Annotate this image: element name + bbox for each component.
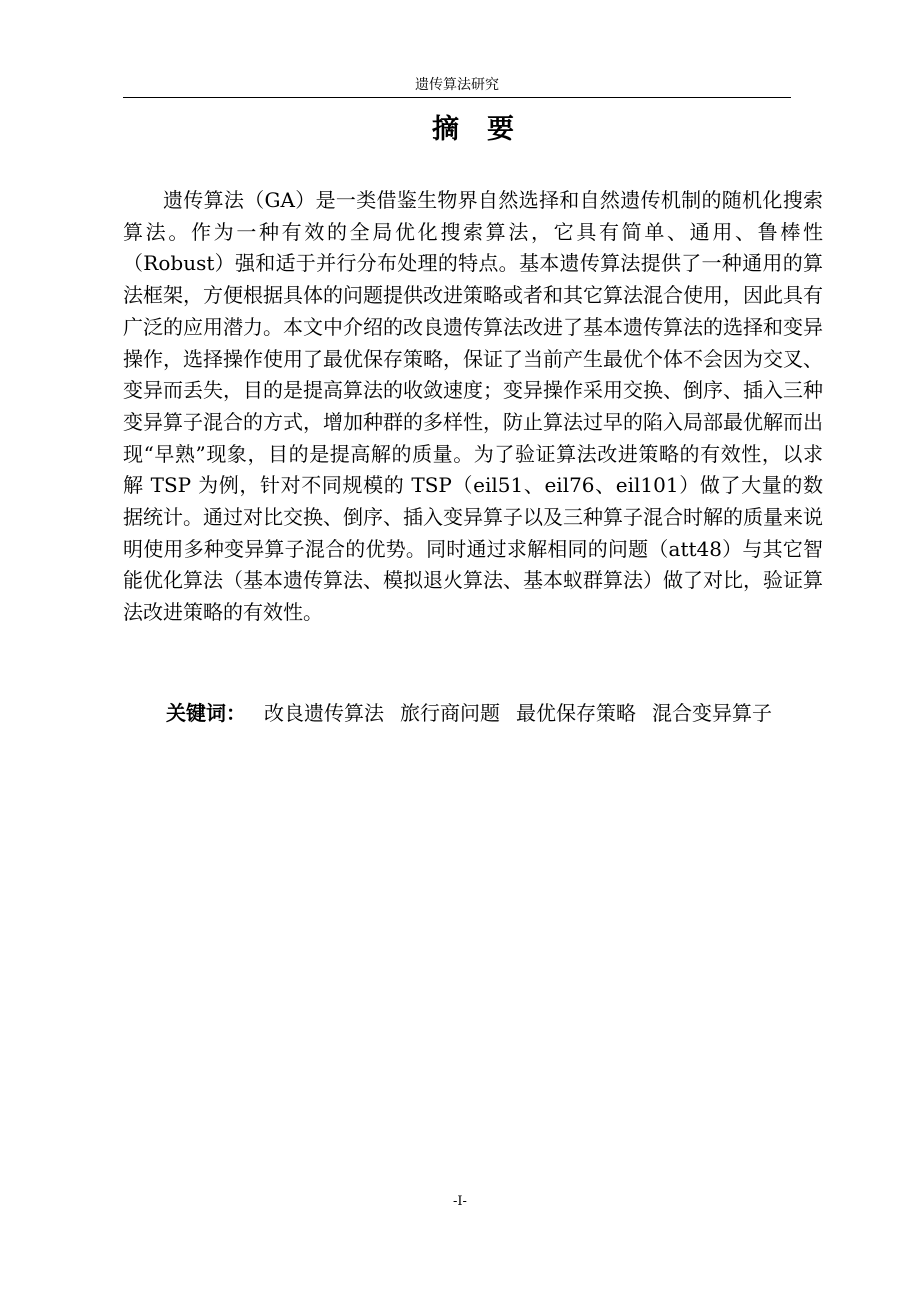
keywords-line bbox=[166, 699, 826, 727]
keyword-item: 改良遗传算法 bbox=[264, 701, 384, 725]
running-header: 遗传算法研究 bbox=[415, 77, 499, 93]
header-divider bbox=[123, 97, 791, 98]
abstract-title: 摘要 bbox=[432, 114, 542, 145]
keyword-item: 最优保存策略 bbox=[516, 701, 636, 725]
page-number: -I- bbox=[453, 1194, 467, 1209]
keyword-item: 旅行商问题 bbox=[400, 701, 500, 725]
keywords-label: 关键词： bbox=[166, 701, 246, 725]
abstract-body: 遗传算法（GA）是一类借鉴生物界自然选择和自然遗传机制的随机化搜索算法。作为一种有效的全局优化搜索算法，它具有简单、通用、鲁棒性（Robust）强和适于并行分布处理的特点。基本遗传算法提供了一种通用的算法框架，方便根据具体的问题提供改进策略或者和其它算法混合使用，因此具有广泛的应用潜力。本文中介绍的改良遗传算法改进了基本遗传算法的选择和变异操作，选择操作使用了最优保存策略，保证了当前产生最优个体不会因为交叉、变异而丢失，目的是提高算法的收敛速度；变异操作采用交换、倒序、插入三种变异算子混合的方式，增加种群的多样性，防止算法过早的陷入局部最优解而出现“早熟”现象，目的是提高解的质量。为了验证算法改进策略的有效性，以求解 TSP 为例，针对不同规模的 TSP（eil51、eil76、eil101）做了大量的数据统计。通过对比交换、倒序、插入变异算子以及三种算子混合时解的质量来说明使用多种变异算子混合的优势。同时通过求解相同的问题（att48）与其它智能优化算法（基本遗传算法、模拟退火算法、基本蚁群算法）做了对比，验证算法改进策略的有效性。 bbox=[123, 188, 823, 625]
keyword-item: 混合变异算子 bbox=[652, 701, 772, 725]
